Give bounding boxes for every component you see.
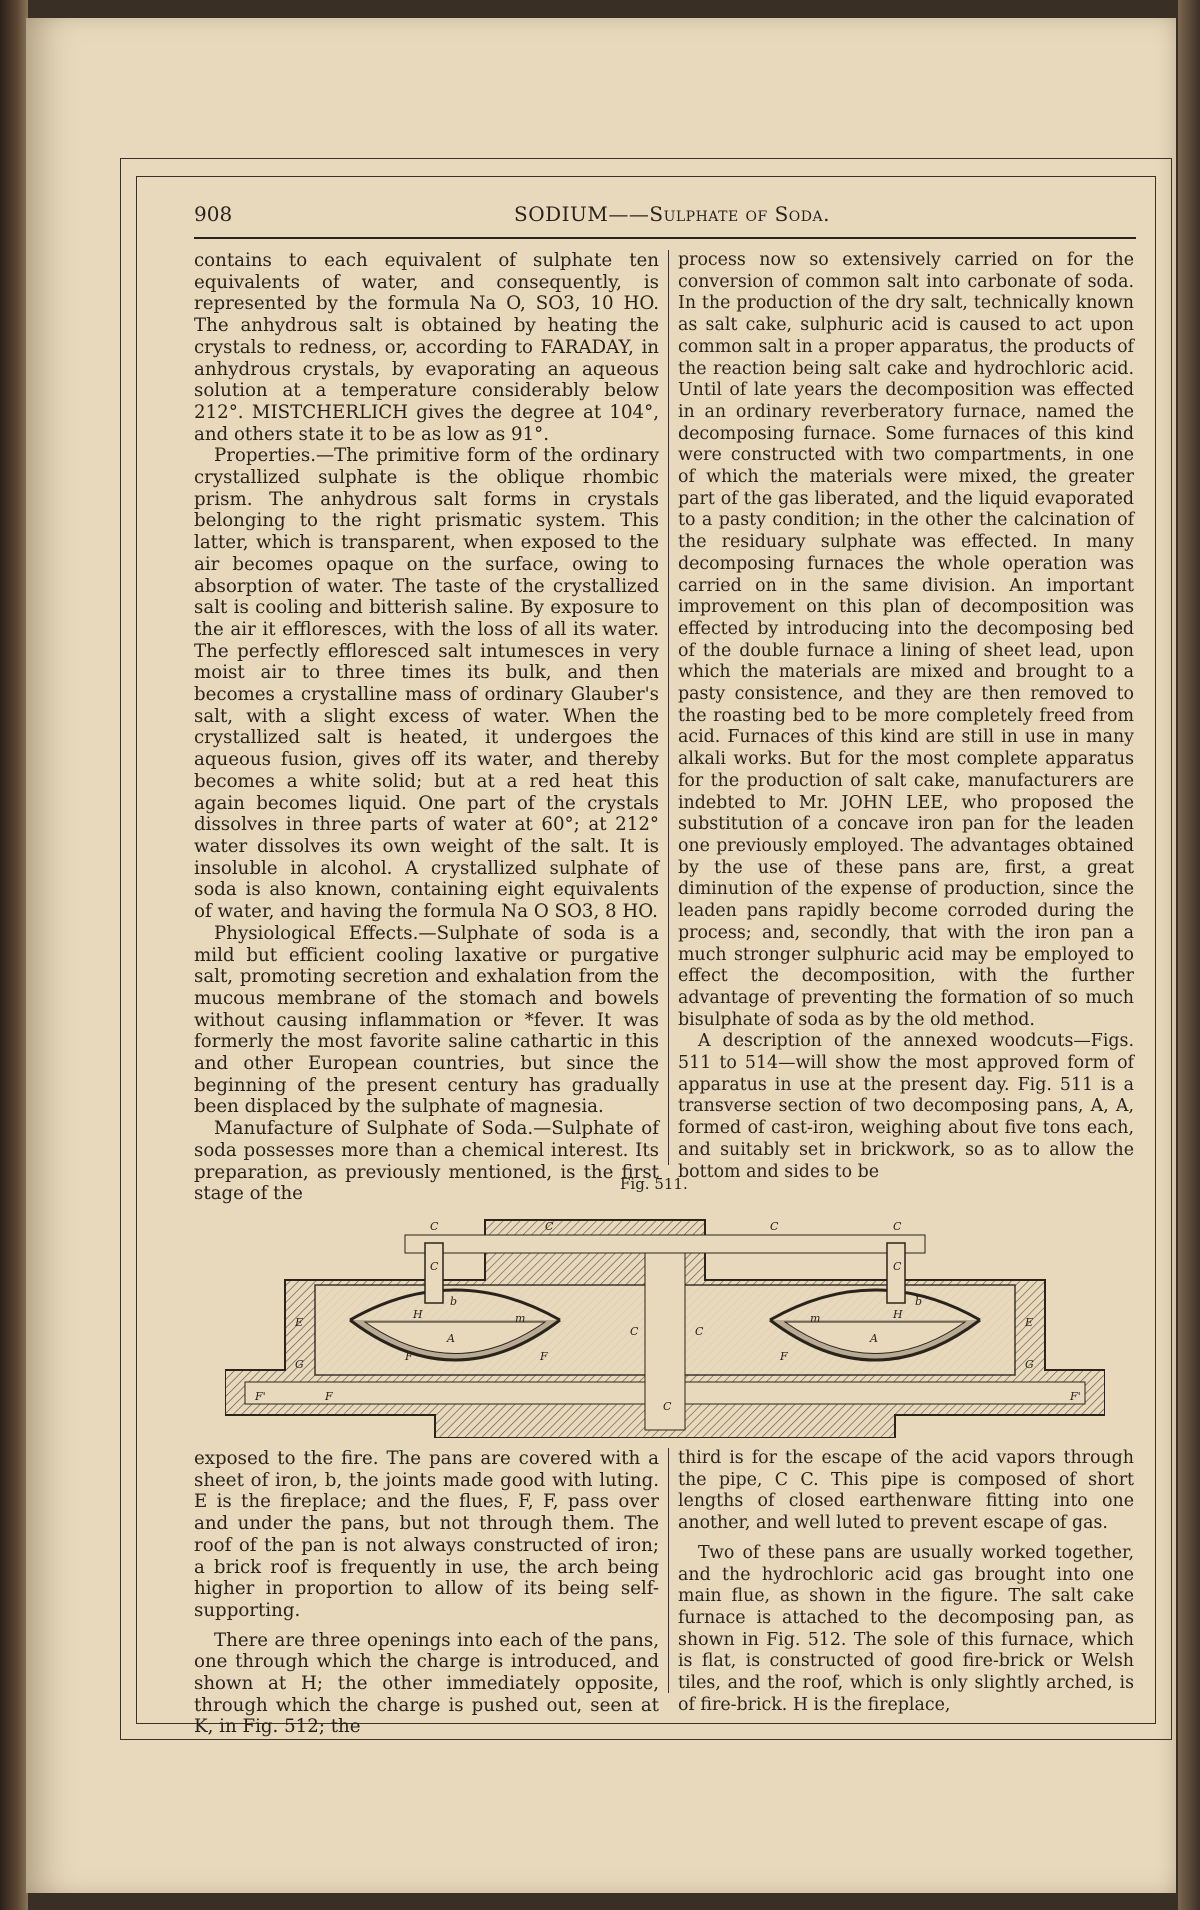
paragraph: contains to each equivalent of sulphate ten equivalents of water, and consequently, is represented by the formula Na O, SO3, 10 HO. The anhydrous salt is obtained by heating the crystals to redness, or, according to FARADAY, in anhydrous crystals, by evaporating an aqueous solution at a temperature considerably below 212°. MISTCHERLICH gives the degree at 104°, and others state it to be as low as 91°. <box>194 250 659 445</box>
figure-caption: Fig. 511. <box>620 1175 688 1193</box>
running-head-dash: —— <box>608 202 650 226</box>
figure-label: F' <box>255 1390 266 1403</box>
header-rule <box>194 237 1136 239</box>
column-bottom-right <box>678 1448 1134 1716</box>
figure-label: C <box>770 1220 779 1233</box>
paragraph: Manufacture of Sulphate of Soda.—Sulphate of soda possesses more than a chemical interest. Its preparation, as previously mentioned, is the first stage of the <box>194 1118 659 1205</box>
paragraph: There are three openings into each of the pans, one through which the charge is introduced, and shown at H; the other immediately opposite, through which the charge is pushed out, seen at K, in Fig. 512; the <box>194 1629 659 1738</box>
figure-label: C <box>695 1325 704 1338</box>
figure-label: C <box>663 1400 672 1413</box>
paragraph: third is for the escape of the acid vapors through the pipe, C C. This pipe is composed of short lengths of closed earthenware fitting into one another, and well luted to prevent escape of gas. <box>678 1448 1134 1534</box>
column-bottom-left <box>194 1448 659 1738</box>
column-top-left <box>194 250 659 1205</box>
figure-label: C <box>893 1260 902 1273</box>
figure-label: H <box>893 1308 903 1321</box>
figure-label: F <box>540 1350 548 1363</box>
book-binding-left <box>0 0 28 1910</box>
figure-label: b <box>915 1295 923 1308</box>
paragraph: process now so extensively carried on for the conversion of common salt into carbonate of soda. In the production of the dry salt, technically known as salt cake, sulphuric acid is caused to act upon common salt in a proper apparatus, the products of the reaction being salt cake and hydrochloric acid. Until of late years the decomposition was effected in an ordinary reverberatory furnace, named the decomposing furnace. Some furnaces of this kind were constructed with two compartments, in one of which the materials were mixed, the greater part of the gas liberated, and the liquid evaporated to a pasty condition; in the other the calcination of the residuary sulphate was effected. In many decomposing furnaces the whole operation was carried on in the same division. An important improvement on this plan of decomposition was effected by introducing into the decomposing bed of the double furnace a lining of sheet lead, upon which the materials are mixed and brought to a pasty consistence, and they are then removed to the roasting bed to be more completely freed from acid. Furnaces of this kind are still in use in many alkali works. But for the most complete apparatus for the production of salt cake, manufacturers are indebted to Mr. JOHN LEE, who proposed the substitution of a concave iron pan for the leaden one previously employed. The advantages obtained by the use of these pans are, first, a great diminution of the expense of production, since the leaden pans rapidly become corroded during the process; and, secondly, that with the iron pan a much stronger sulphuric acid may be employed to effect the decomposition, with the further advantage of preventing the formation of so much bisulphate of soda as by the old method. <box>678 250 1134 1030</box>
figure-label: m <box>515 1312 526 1325</box>
paragraph: Two of these pans are usually worked together, and the hydrochloric acid gas brought into one main flue, as shown in the figure. The salt cake furnace is attached to the decomposing pan, as shown in Fig. 512. The sole of this furnace, which is flat, is constructed of good fire-brick or Welsh tiles, and the roof, which is only slightly arched, is of fire-brick. H is the fireplace, <box>678 1542 1134 1715</box>
paragraph: exposed to the fire. The pans are covered with a sheet of iron, b, the joints made good with luting. E is the fireplace; and the flues, F, F, pass over and under the pans, but not through them. The roof of the pan is not always constructed of iron; a brick roof is frequently in use, the arch being higher in proportion to allow of its being self-supporting. <box>194 1448 659 1621</box>
column-divider-top <box>668 250 669 1165</box>
book-binding-right <box>1178 0 1200 1910</box>
running-head <box>514 202 830 226</box>
running-head-sub: Sulphate of Soda. <box>649 202 830 226</box>
running-head-main: SODIUM <box>514 202 609 226</box>
figure-label: E <box>295 1316 304 1329</box>
figure-label: F <box>780 1350 788 1363</box>
figure-label: F <box>405 1350 413 1363</box>
figure-label: A <box>870 1332 878 1345</box>
paragraph: Properties.—The primitive form of the ordinary crystallized sulphate is the oblique rhombic prism. The anhydrous salt forms in crystals belonging to the right prismatic system. This latter, which is transparent, when exposed to the air becomes opaque on the surface, owing to absorption of water. The taste of the crystallized salt is cooling and bitterish saline. By exposure to the air it effloresces, with the loss of all its water. The perfectly effloresced salt intumesces in very moist air to three times its bulk, and then becomes a crystalline mass of ordinary Glauber's salt, with a slight excess of water. When the crystallized salt is heated, it undergoes the aqueous fusion, gives off its water, and thereby becomes a white solid; but at a red heat this again becomes liquid. One part of the crystals dissolves in three parts of water at 60°; at 212° water dissolves its own weight of the salt. It is insoluble in alcohol. A crystallized sulphate of soda is also known, containing eight equivalents of water, and having the formula Na O SO3, 8 HO. <box>194 445 659 923</box>
figure-label: C <box>545 1220 554 1233</box>
page-number: 908 <box>194 202 233 226</box>
paragraph: A description of the annexed woodcuts—Figs. 511 to 514—will show the most approved form of apparatus in use at the present day. Fig. 511 is a transverse section of two decomposing pans, A, A, formed of cast-iron, weighing about five tons each, and suitably set in brickwork, so as to allow the bottom and sides to be <box>678 1031 1134 1182</box>
figure-label: A <box>447 1332 455 1345</box>
column-top-right <box>678 250 1134 1183</box>
figure-label: C <box>430 1220 439 1233</box>
paragraph: Physiological Effects.—Sulphate of soda is a mild but efficient cooling laxative or purgative salt, promoting secretion and exhalation from the mucous membrane of the stomach and bowels without causing inflammation or *fever. It was formerly the most favorite saline cathartic in this and other European countries, but since the beginning of the present century has gradually been displaced by the sulphate of magnesia. <box>194 922 659 1118</box>
figure-label: F <box>325 1390 333 1403</box>
figure-label: m <box>810 1312 821 1325</box>
figure-label: b <box>450 1295 458 1308</box>
page-header <box>194 196 1134 236</box>
figure-label: F' <box>1070 1390 1081 1403</box>
figure-label: E <box>1025 1316 1034 1329</box>
column-divider-bottom <box>668 1448 669 1693</box>
figure-label: C <box>430 1260 439 1273</box>
figure-label: G <box>295 1358 304 1371</box>
figure-label: H <box>413 1308 423 1321</box>
figure-label: C <box>630 1325 639 1338</box>
figure-label: C <box>893 1220 902 1233</box>
figure-label: G <box>1025 1358 1034 1371</box>
furnace-section-diagram <box>225 1210 1105 1438</box>
